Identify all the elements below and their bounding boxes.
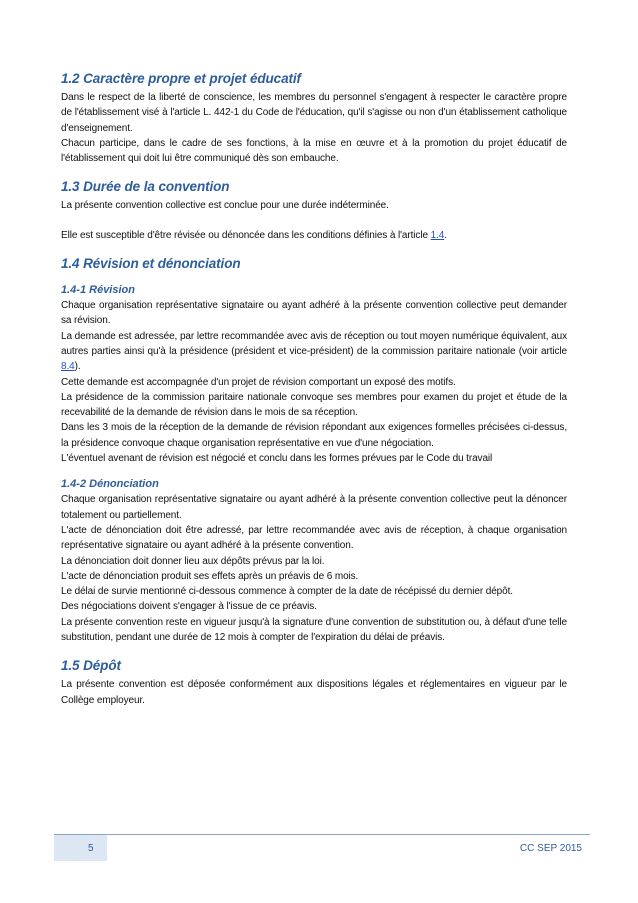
paragraph: Des négociations doivent s'engager à l'issue de ce préavis. xyxy=(61,601,317,613)
paragraph: Le délai de survie mentionné ci-dessous commence à compter de la date de récépissé du dernier dépôt. xyxy=(61,586,513,598)
paragraph: La présente convention reste en vigueur jusqu'à la signature d'une convention de substitution ou, à défaut d'une telle substitution, pendant une durée de 12 mois à compter de l'expiration du délai de préavis. xyxy=(61,616,567,644)
page-number: 5 xyxy=(88,843,94,854)
paragraph: La dénonciation doit donner lieu aux dépôts prévus par la loi. xyxy=(61,555,325,567)
paragraph-text: La demande est adressée, par lettre recommandée avec avis de réception ou tout moyen numérique équivalent, aux autres parties ainsi qu'à la présidence (président et vice-président) de la commission paritaire nationale (voir article xyxy=(61,330,567,357)
section-title-1-5: 1.5 Dépôt xyxy=(61,658,121,674)
paragraph: La présente convention est déposée conformément aux dispositions légales et réglementaires en vigueur par le Collège employeur. xyxy=(61,679,567,706)
paragraph-text: ). xyxy=(74,361,81,373)
paragraph: L'éventuel avenant de révision est négocié et conclu dans les formes prévues par le Code du travail xyxy=(61,453,493,465)
paragraph: L'acte de dénonciation produit ses effets après un préavis de 6 mois. xyxy=(61,570,359,582)
section-title-1-3: 1.3 Durée de la convention xyxy=(61,179,230,195)
section-title-1-4: 1.4 Révision et dénonciation xyxy=(61,256,241,272)
footer-document-label: CC SEP 2015 xyxy=(519,843,582,854)
paragraph xyxy=(61,228,567,243)
paragraph-text: Elle est susceptible d'être révisée ou dénoncée dans les conditions définies à l'article xyxy=(61,229,431,241)
paragraph: La présente convention collective est conclue pour une durée indéterminée. xyxy=(61,200,389,212)
paragraph xyxy=(61,329,567,375)
paragraph: Dans le respect de la liberté de conscience, les membres du personnel s'engagent à respecter le caractère propre de l'établissement visé à l'article L. 442-1 du Code de l'éducation, qu'il s'agisse ou non d'un établissement catholique d'enseignement. xyxy=(61,92,567,134)
page-number-box xyxy=(54,835,107,861)
article-link-1-4[interactable]: 1.4 xyxy=(430,229,445,241)
paragraph: Cette demande est accompagnée d'un projet de révision comportant un exposé des motifs. xyxy=(61,376,456,388)
paragraph: Dans les 3 mois de la réception de la demande de révision répondant aux exigences formelles précisées ci-dessus, la présidence convoque chaque organisation représentative en vue d'une négociation. xyxy=(61,422,567,449)
paragraph: Chacun participe, dans le cadre de ses fonctions, à la mise en œuvre et à la promotion du projet éducatif de l'établissement qui doit lui être communiqué dès son embauche. xyxy=(61,137,567,165)
footer-divider xyxy=(54,834,590,835)
paragraph: L'acte de dénonciation doit être adressé, par lettre recommandée avec avis de réception, à chaque organisation représentative signataire ou ayant adhéré à la présente convention. xyxy=(61,524,567,552)
paragraph: La présidence de la commission paritaire nationale convoque ses membres pour examen du projet et étude de la recevabilité de la demande de révision dans le mois de sa réception. xyxy=(61,391,567,419)
article-link-8-4[interactable]: 8.4 xyxy=(61,361,75,373)
paragraph: Chaque organisation représentative signataire ou ayant adhéré à la présente convention collective peut la dénoncer totalement ou partiellement. xyxy=(61,494,567,521)
section-title-1-2: 1.2 Caractère propre et projet éducatif xyxy=(61,71,301,86)
document-body xyxy=(61,70,567,708)
paragraph-text: . xyxy=(444,229,447,241)
paragraph: Chaque organisation représentative signataire ou ayant adhéré à la présente convention collective peut demander sa révision. xyxy=(61,300,567,327)
subsection-title-1-4-2: 1.4-2 Dénonciation xyxy=(61,478,159,491)
subsection-title-1-4-1: 1.4-1 Révision xyxy=(61,284,135,297)
